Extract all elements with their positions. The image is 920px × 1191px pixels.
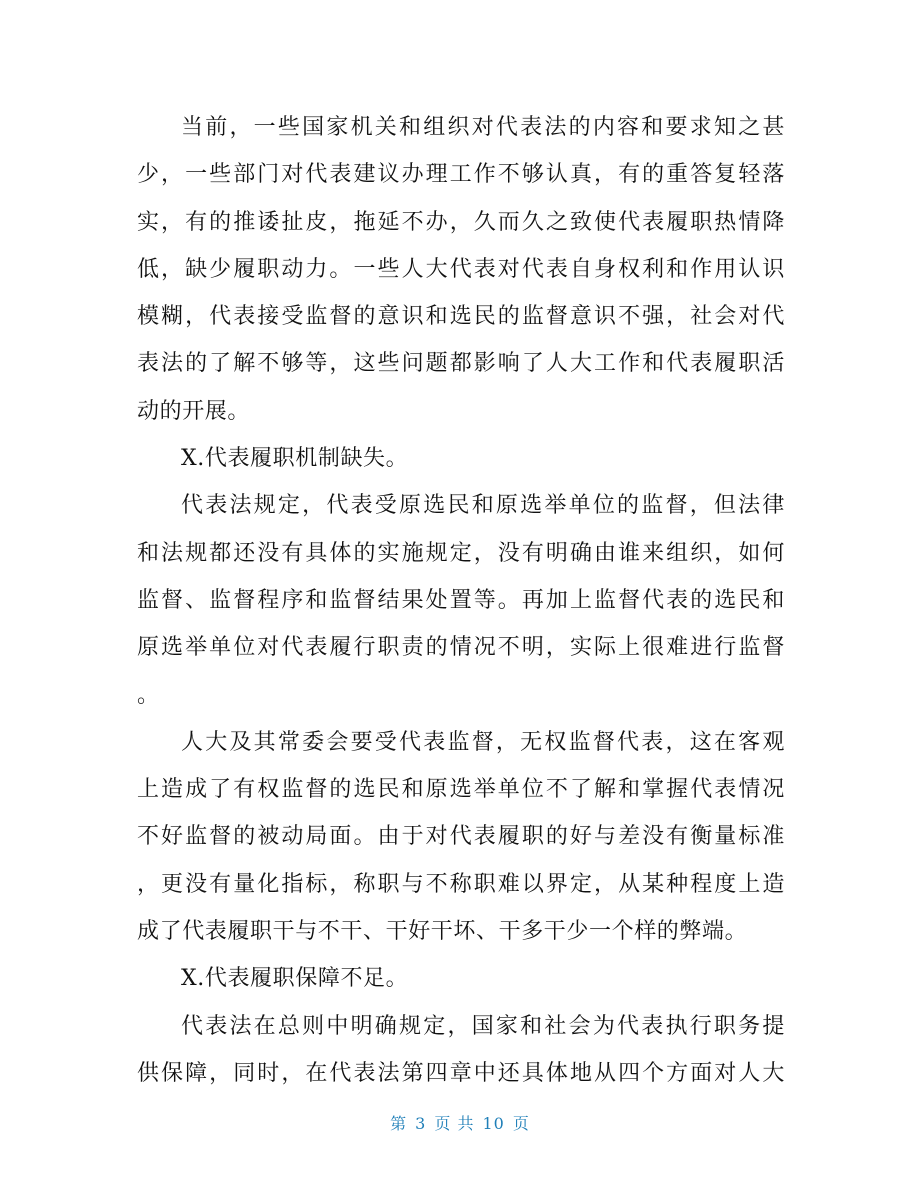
paragraph-line: 和法规都还没有具体的实施规定，没有明确由谁来组织，如何 [137,540,785,566]
paragraph-line: 模糊，代表接受监督的意识和选民的监督意识不强，社会对代 [137,304,785,330]
paragraph-line: 少，一些部门对代表建议办理工作不够认真，有的重答复轻落 [137,162,785,188]
paragraph-line: 表法的了解不够等，这些问题都影响了人大工作和代表履职活 [137,351,785,377]
section-heading: X.代表履职机制缺失。 [181,446,409,472]
paragraph-line: 成了代表履职干与不干、干好干坏、干多干少一个样的弊端。 [137,919,748,945]
paragraph-line: 代表法在总则中明确规定，国家和社会为代表执行职务提 [181,1013,785,1039]
footer-suffix: 页 [512,1114,530,1133]
paragraph-line: ，更没有量化指标，称职与不称职难以界定，从某种程度上造 [137,871,785,897]
paragraph-line: 原选举单位对代表履行职责的情况不明，实际上很难进行监督 [137,635,785,661]
paragraph-line: 实，有的推诿扯皮，拖延不办，久而久之致使代表履职热情降 [137,209,785,235]
paragraph-line: 代表法规定，代表受原选民和原选举单位的监督，但法律 [181,493,785,519]
paragraph-line: 。 [137,682,160,708]
paragraph-line: 不好监督的被动局面。由于对代表履职的好与差没有衡量标准 [137,824,785,850]
paragraph-line: 人大及其常委会要受代表监督，无权监督代表，这在客观 [181,729,785,755]
footer-prefix: 第 [390,1114,408,1133]
paragraph-line: 当前，一些国家机关和组织对代表法的内容和要求知之甚 [181,115,785,140]
paragraph-line: 低，缺少履职动力。一些人大代表对代表自身权利和作用认识 [137,256,785,282]
footer-middle: 页 共 [434,1114,475,1133]
paragraph-line: 动的开展。 [137,398,251,424]
footer-page-number: 3 [415,1114,427,1133]
footer-total-pages: 10 [482,1114,505,1133]
paragraph-line: 供保障，同时，在代表法第四章中还具体地从四个方面对人大 [137,1060,785,1086]
section-heading: X.代表履职保障不足。 [181,966,409,992]
paragraph-line: 上造成了有权监督的选民和原选举单位不了解和掌握代表情况 [137,777,785,803]
page-footer [0,1111,920,1134]
paragraph-line: 监督、监督程序和监督结果处置等。再加上监督代表的选民和 [137,587,785,613]
document-body [137,104,785,1097]
